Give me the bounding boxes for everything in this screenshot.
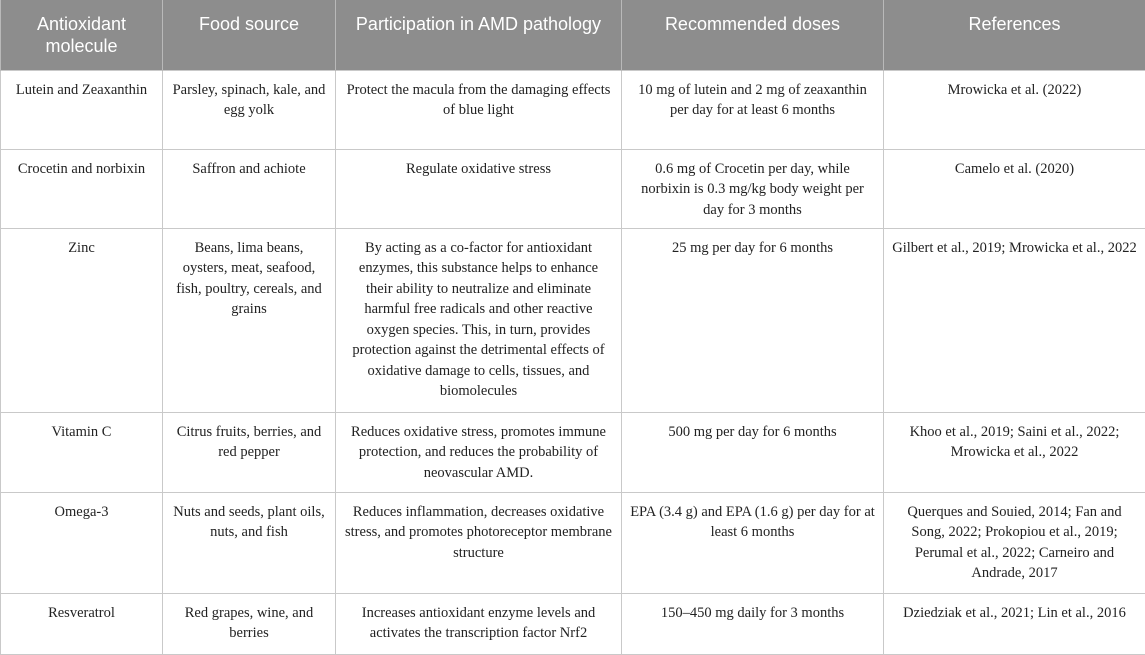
header-row xyxy=(1,0,1145,70)
cell-references: Dziedziak et al., 2021; Lin et al., 2016 xyxy=(884,593,1145,654)
cell-doses: 0.6 mg of Crocetin per day, while norbixin is 0.3 mg/kg body weight per day for 3 months xyxy=(622,149,884,228)
cell-molecule: Resveratrol xyxy=(1,593,163,654)
cell-participation: Increases antioxidant enzyme levels and activates the transcription factor Nrf2 xyxy=(336,593,622,654)
cell-molecule: Vitamin C xyxy=(1,412,163,492)
cell-doses: 500 mg per day for 6 months xyxy=(622,412,884,492)
cell-participation: Reduces inflammation, decreases oxidative stress, and promotes photoreceptor membrane structure xyxy=(336,492,622,593)
cell-doses: 10 mg of lutein and 2 mg of zeaxanthin per day for at least 6 months xyxy=(622,70,884,149)
table-row xyxy=(1,412,1145,492)
header-doses: Recommended doses xyxy=(622,0,884,70)
table-row xyxy=(1,492,1145,593)
cell-references: Querques and Souied, 2014; Fan and Song, 2022; Prokopiou et al., 2019; Perumal et al., 2022; Carneiro and Andrade, 2017 xyxy=(884,492,1145,593)
cell-molecule: Crocetin and norbixin xyxy=(1,149,163,228)
cell-participation: By acting as a co-factor for antioxidant enzymes, this substance helps to enhance their ability to neutralize and eliminate harmful free radicals and other reactive oxygen species. This, in turn, provides protection against the detrimental effects of oxidative damage to cells, tissues, and biomolecules xyxy=(336,228,622,412)
cell-references: Khoo et al., 2019; Saini et al., 2022; Mrowicka et al., 2022 xyxy=(884,412,1145,492)
table-row xyxy=(1,228,1145,412)
cell-food-source: Citrus fruits, berries, and red pepper xyxy=(163,412,336,492)
cell-references: Camelo et al. (2020) xyxy=(884,149,1145,228)
cell-molecule: Omega-3 xyxy=(1,492,163,593)
cell-participation: Reduces oxidative stress, promotes immune protection, and reduces the probability of neovascular AMD. xyxy=(336,412,622,492)
table-body xyxy=(1,70,1145,654)
cell-doses: EPA (3.4 g) and EPA (1.6 g) per day for at least 6 months xyxy=(622,492,884,593)
cell-doses: 150–450 mg daily for 3 months xyxy=(622,593,884,654)
cell-molecule: Lutein and Zeaxanthin xyxy=(1,70,163,149)
table-row xyxy=(1,593,1145,654)
cell-food-source: Beans, lima beans, oysters, meat, seafood, fish, poultry, cereals, and grains xyxy=(163,228,336,412)
header-references: References xyxy=(884,0,1145,70)
cell-references: Mrowicka et al. (2022) xyxy=(884,70,1145,149)
cell-doses: 25 mg per day for 6 months xyxy=(622,228,884,412)
table-row xyxy=(1,149,1145,228)
cell-food-source: Red grapes, wine, and berries xyxy=(163,593,336,654)
cell-molecule: Zinc xyxy=(1,228,163,412)
header-molecule: Antioxidant molecule xyxy=(1,0,163,70)
table-row xyxy=(1,70,1145,149)
cell-participation: Protect the macula from the damaging effects of blue light xyxy=(336,70,622,149)
cell-food-source: Parsley, spinach, kale, and egg yolk xyxy=(163,70,336,149)
cell-food-source: Saffron and achiote xyxy=(163,149,336,228)
cell-food-source: Nuts and seeds, plant oils, nuts, and fish xyxy=(163,492,336,593)
cell-references: Gilbert et al., 2019; Mrowicka et al., 2022 xyxy=(884,228,1145,412)
cell-participation: Regulate oxidative stress xyxy=(336,149,622,228)
header-food-source: Food source xyxy=(163,0,336,70)
header-participation: Participation in AMD pathology xyxy=(336,0,622,70)
table-header xyxy=(1,0,1145,70)
